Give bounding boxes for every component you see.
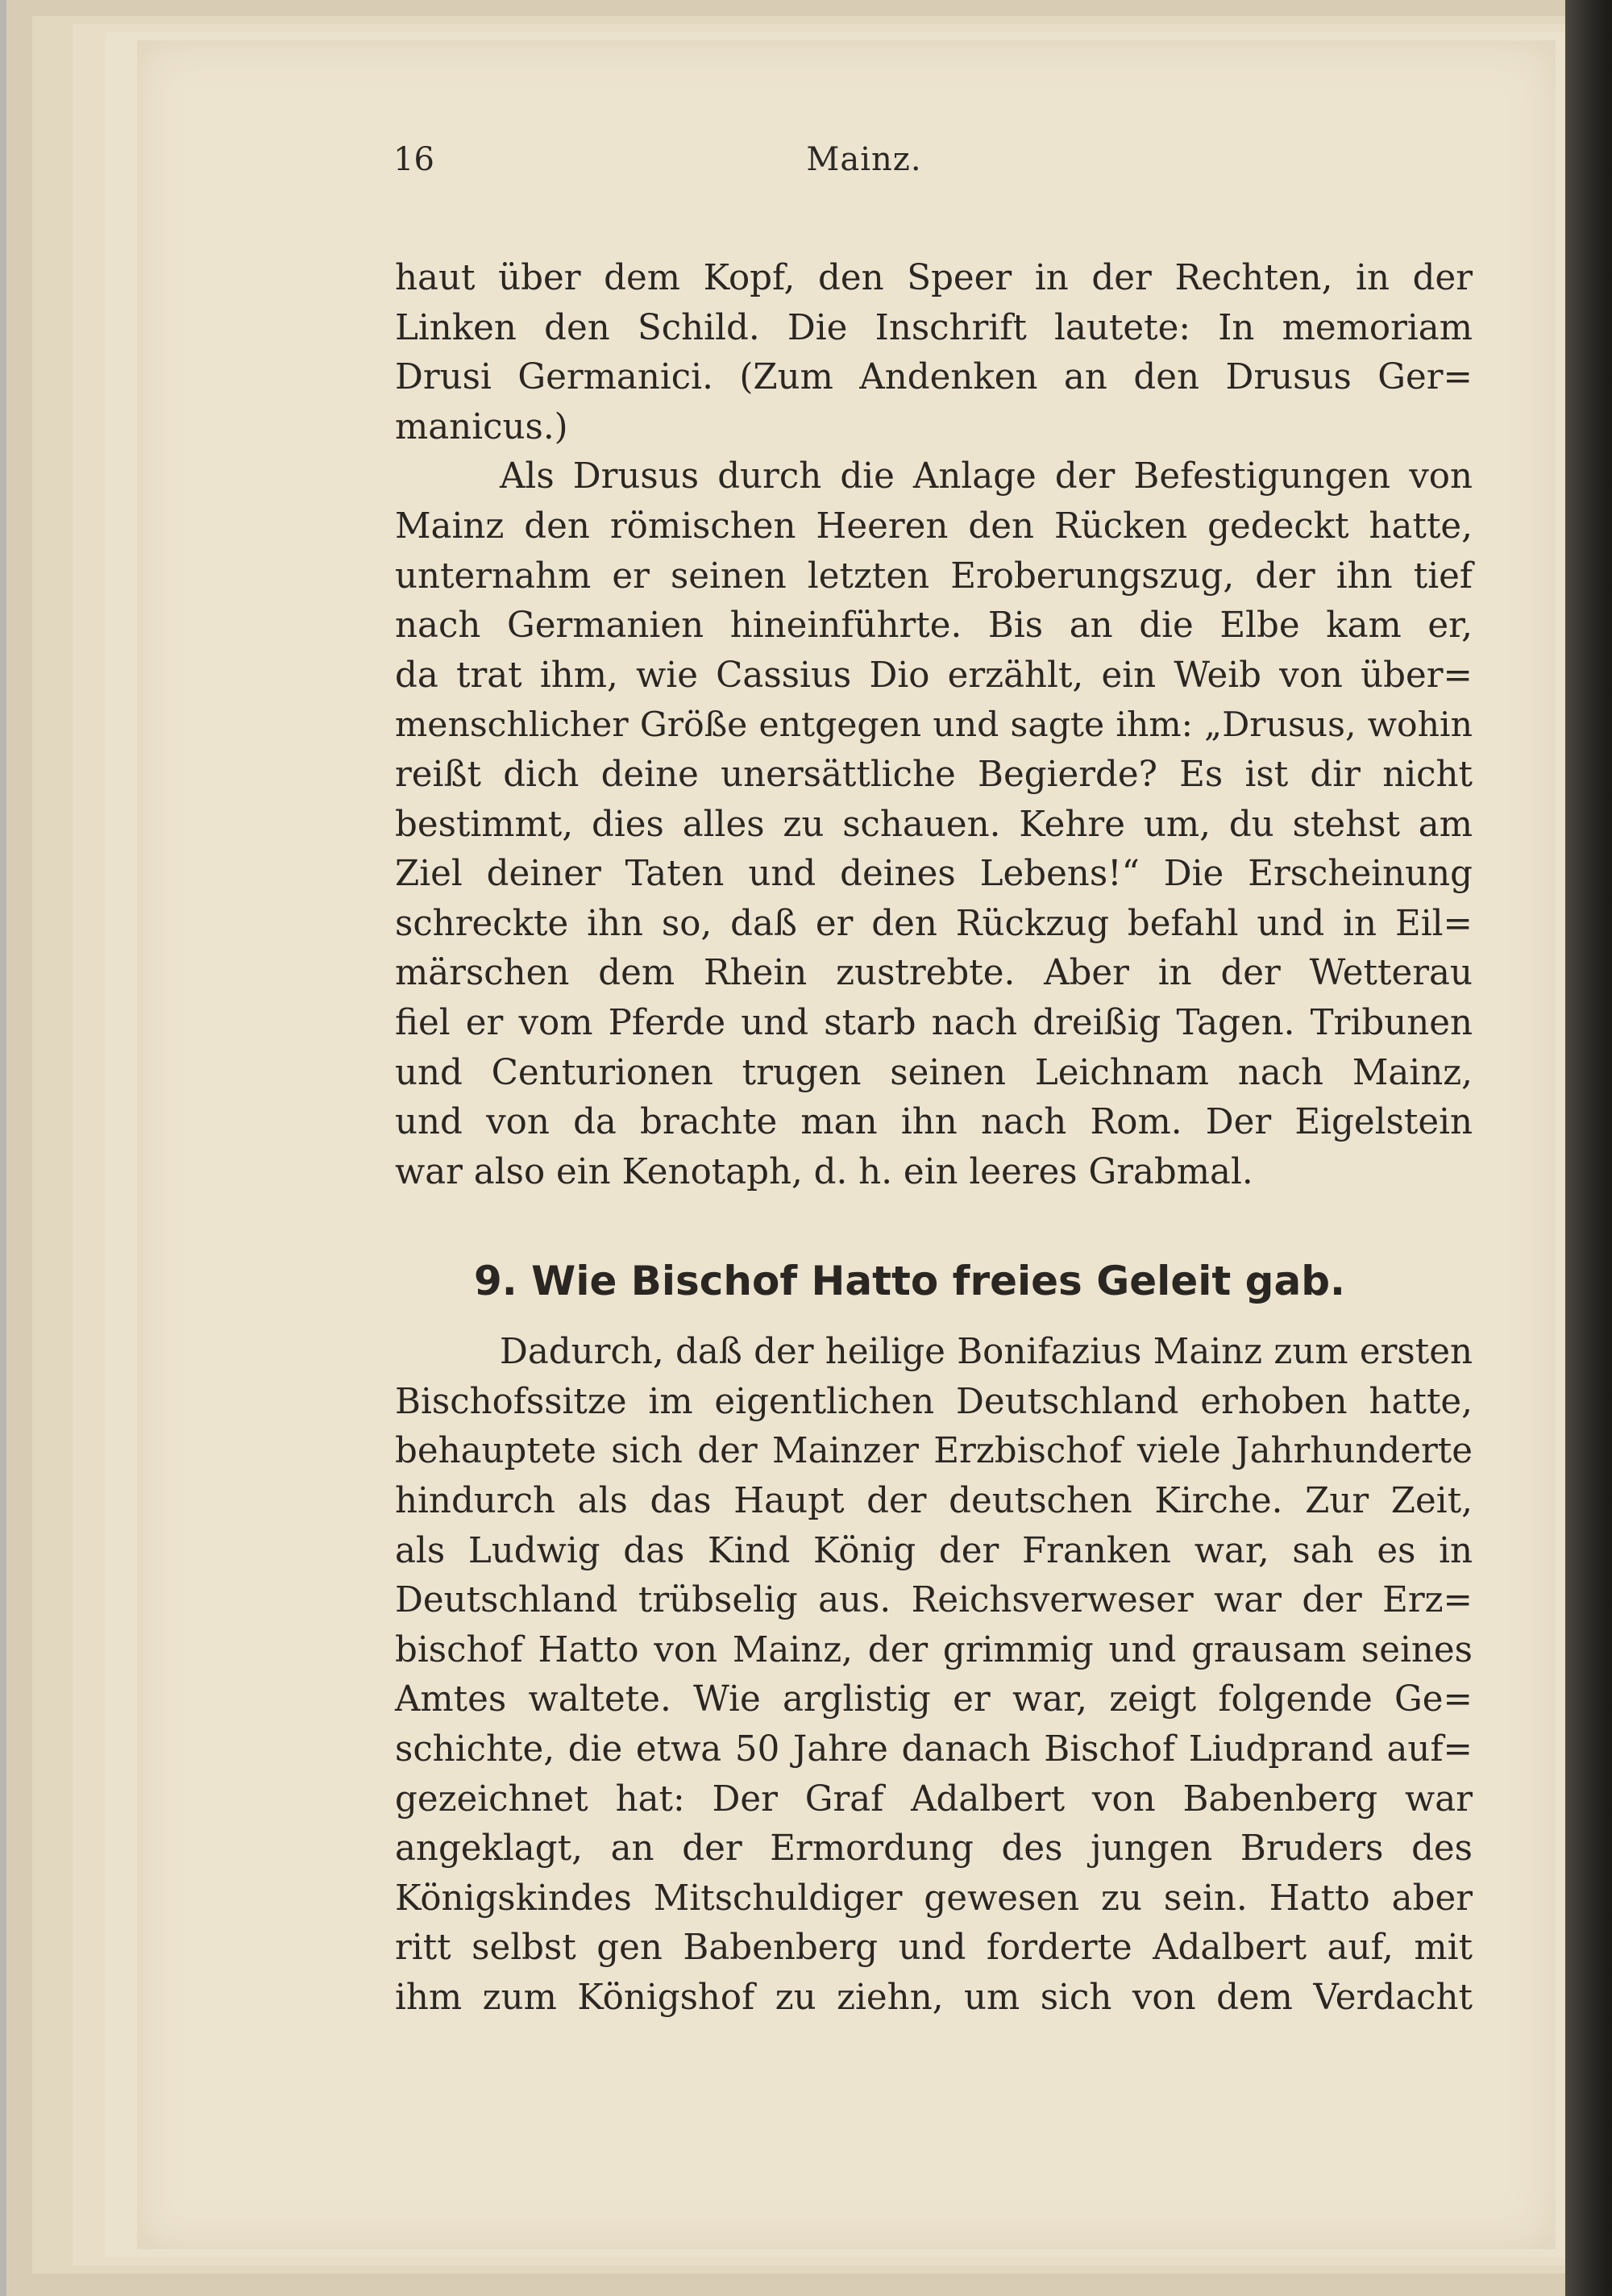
text-line: menschlicher Größe entgegen und sagte ihm: „Drusus, wohin <box>395 705 1473 746</box>
text-line: bischof Hatto von Mainz, der grimmig und grausam seines <box>395 1629 1473 1670</box>
text-line: und von da brachte man ihn nach Rom. Der Eigelstein <box>395 1102 1473 1143</box>
text-line: bestimmt, dies alles zu schauen. Kehre um, du stehst am <box>395 804 1473 845</box>
book-spine <box>1565 0 1612 2296</box>
text-line: ihm zum Königshof zu ziehn, um sich von dem Verdacht <box>395 1978 1473 2018</box>
running-head: Mainz. <box>806 141 922 178</box>
text-line: Drusi Germanici. (Zum Andenken an den Drusus Ger= <box>395 357 1473 398</box>
text-line: fiel er vom Pferde und starb nach dreißig Tagen. Tribunen <box>395 1002 1473 1043</box>
page-header <box>258 141 1470 189</box>
text-line: Dadurch, daß der heilige Bonifazius Mainz zum ersten <box>500 1332 1473 1373</box>
text-line: da trat ihm, wie Cassius Dio erzählt, ein Weib von über= <box>395 655 1473 696</box>
text-line: und Centurionen trugen seinen Leichnam nach Mainz, <box>395 1052 1473 1093</box>
text-line: reißt dich deine unersättliche Begierde? Es ist dir nicht <box>395 754 1473 795</box>
text-line: unternahm er seinen letzten Eroberungszug, der ihn tief <box>395 555 1473 597</box>
text-line: märschen dem Rhein zustrebte. Aber in der Wetterau <box>395 953 1473 994</box>
text-line: ritt selbst gen Babenberg und forderte Adalbert auf, mit <box>395 1928 1473 1969</box>
page-body <box>395 254 1473 2024</box>
text-line: Deutschland trübselig aus. Reichsverweser war der Erz= <box>395 1580 1473 1621</box>
text-line: Königskindes Mitschuldiger gewesen zu sein. Hatto aber <box>395 1878 1473 1919</box>
text-line: behauptete sich der Mainzer Erzbischof viele Jahrhunderte <box>395 1431 1473 1472</box>
text-line: Ziel deiner Taten und deines Lebens!“ Die Erscheinung <box>395 854 1473 895</box>
section-heading: 9. Wie Bischof Hatto freies Geleit gab. <box>473 1258 1345 1305</box>
paragraph-2 <box>395 452 1473 1197</box>
page-number: 16 <box>393 141 434 178</box>
paragraph-1 <box>395 254 1473 452</box>
text-line: manicus.) <box>395 406 568 447</box>
text-line: Linken den Schild. Die Inschrift lautete: In memoriam <box>395 307 1473 348</box>
text-line: war also ein Kenotaph, d. h. ein leeres Grabmal. <box>395 1151 1253 1192</box>
text-line: nach Germanien hineinführte. Bis an die Elbe kam er, <box>395 605 1473 647</box>
text-line: als Ludwig das Kind König der Franken war, sah es in <box>395 1530 1473 1571</box>
text-line: Amtes waltete. Wie arglistig er war, zeigt folgende Ge= <box>395 1679 1473 1720</box>
text-line: schreckte ihn so, daß er den Rückzug befahl und in Eil= <box>395 903 1473 944</box>
text-line: Als Drusus durch die Anlage der Befestigungen von <box>500 456 1473 497</box>
text-line: schichte, die etwa 50 Jahre danach Bischof Liudprand auf= <box>395 1729 1473 1770</box>
text-line: Bischofssitze im eigentlichen Deutschland erhoben hatte, <box>395 1381 1473 1422</box>
text-line: Mainz den römischen Heeren den Rücken gedeckt hatte, <box>395 505 1473 547</box>
text-line: angeklagt, an der Ermordung des jungen Bruders des <box>395 1828 1473 1870</box>
text-line: gezeichnet hat: Der Graf Adalbert von Babenberg war <box>395 1778 1473 1820</box>
text-line: hindurch als das Haupt der deutschen Kirche. Zur Zeit, <box>395 1481 1473 1522</box>
text-line: haut über dem Kopf, den Speer in der Rechten, in der <box>395 258 1473 298</box>
paragraph-3 <box>395 1328 1473 2023</box>
